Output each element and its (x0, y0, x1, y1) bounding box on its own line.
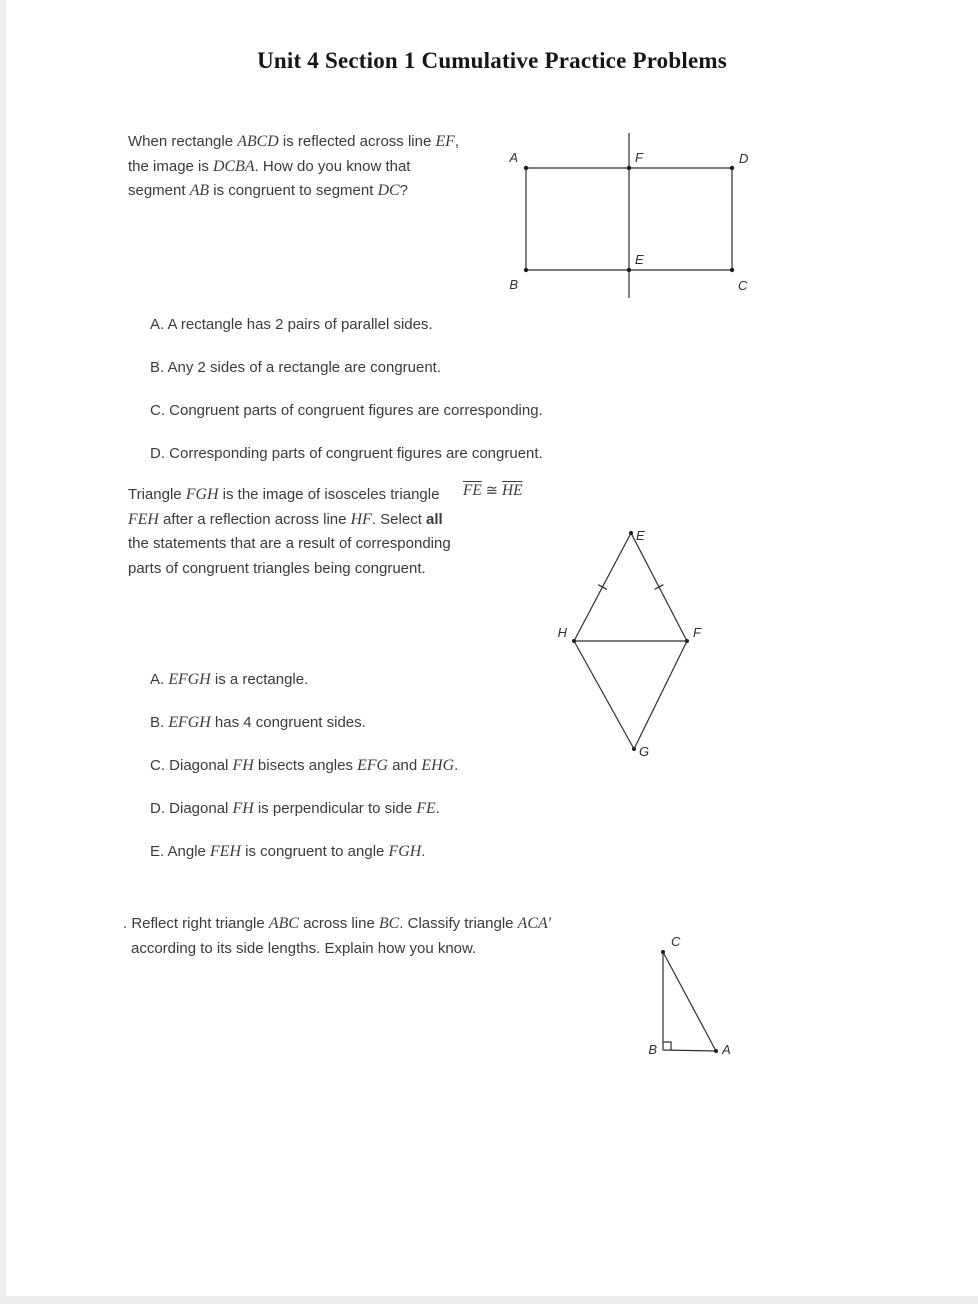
problem2-statement: Triangle FGH is the image of isosceles triangle FEH after a reflection across line HF. Select all the statements that are a result of corresponding parts of congruent triangles being congruent. (128, 486, 451, 577)
side-ba (663, 1050, 716, 1051)
vertex-label-c: C (738, 278, 748, 293)
problem2-choice-b: B. EFGH has 4 congruent sides. (150, 714, 366, 731)
vertex-dot-f (627, 166, 631, 170)
problem3-statement: . Reflect right triangle ABC across line BC. Classify triangle ACA′ according to its side lengths. Explain how you know. (123, 915, 552, 957)
problem1-statement: When rectangle ABCD is reflected across line EF, the image is DCBA. How do you know that segment AB is congruent to segment DC? (128, 133, 460, 199)
vertex-label-c: C (671, 934, 681, 949)
tick-mark-ef (655, 585, 664, 590)
problem2-choice-e: E. Angle FEH is congruent to angle FGH. (150, 843, 426, 860)
problem2-choice-a: A. EFGH is a rectangle. (150, 671, 309, 688)
vertex-label-h: H (557, 625, 567, 640)
vertex-dot-f (685, 639, 689, 643)
vertex-label-f: F (635, 150, 643, 165)
vertex-dot-b (524, 268, 528, 272)
problem1-rectangle-diagram (496, 125, 766, 305)
vertex-dot-a (714, 1049, 718, 1053)
vertex-dot-a (524, 166, 528, 170)
vertex-label-b: B (509, 277, 518, 292)
problem2-choice-c: C. Diagonal FH bisects angles EFG and EHG. (150, 757, 459, 774)
vertex-label-b: B (648, 1042, 657, 1057)
side-fg (634, 641, 687, 749)
problem1-choice-d: D. Corresponding parts of congruent figures are congruent. (150, 445, 543, 462)
problem1-choices (150, 313, 543, 485)
vertex-dot-g (632, 747, 636, 751)
vertex-dot-e (629, 531, 633, 535)
vertex-label-d: D (739, 151, 749, 166)
problem2-kite-diagram (541, 512, 721, 772)
vertex-dot-e (627, 268, 631, 272)
problem1-choice-a: A. A rectangle has 2 pairs of parallel sides. (150, 316, 433, 333)
side-hg (574, 641, 634, 749)
vertex-dot-h (572, 639, 576, 643)
vertex-label-e: E (635, 252, 644, 267)
problem2-choices (150, 668, 458, 883)
vertex-label-a: A (722, 1042, 731, 1057)
problem1-choice-b: B. Any 2 sides of a rectangle are congruent. (150, 359, 442, 376)
vertex-label-g: G (639, 744, 650, 759)
problem3-right-triangle-diagram (631, 920, 751, 1065)
vertex-label-f: F (693, 625, 701, 640)
problem1-choice-c: C. Congruent parts of congruent figures are corresponding. (150, 402, 543, 419)
vertex-dot-d (730, 166, 734, 170)
vertex-label-a: A (509, 150, 518, 165)
vertex-label-e: E (636, 528, 645, 543)
vertex-dot-c (661, 950, 665, 954)
problem2-choice-d: D. Diagonal FH is perpendicular to side FE. (150, 800, 440, 817)
right-angle-marker (663, 1042, 671, 1050)
side-ca (663, 952, 716, 1051)
page-title: Unit 4 Section 1 Cumulative Practice Problems (257, 48, 727, 73)
problem2-congruence-note: $\overline{FE}$ ≅ $\overline{HE}$ (463, 482, 523, 499)
tick-mark-he (598, 585, 607, 590)
vertex-dot-c (730, 268, 734, 272)
